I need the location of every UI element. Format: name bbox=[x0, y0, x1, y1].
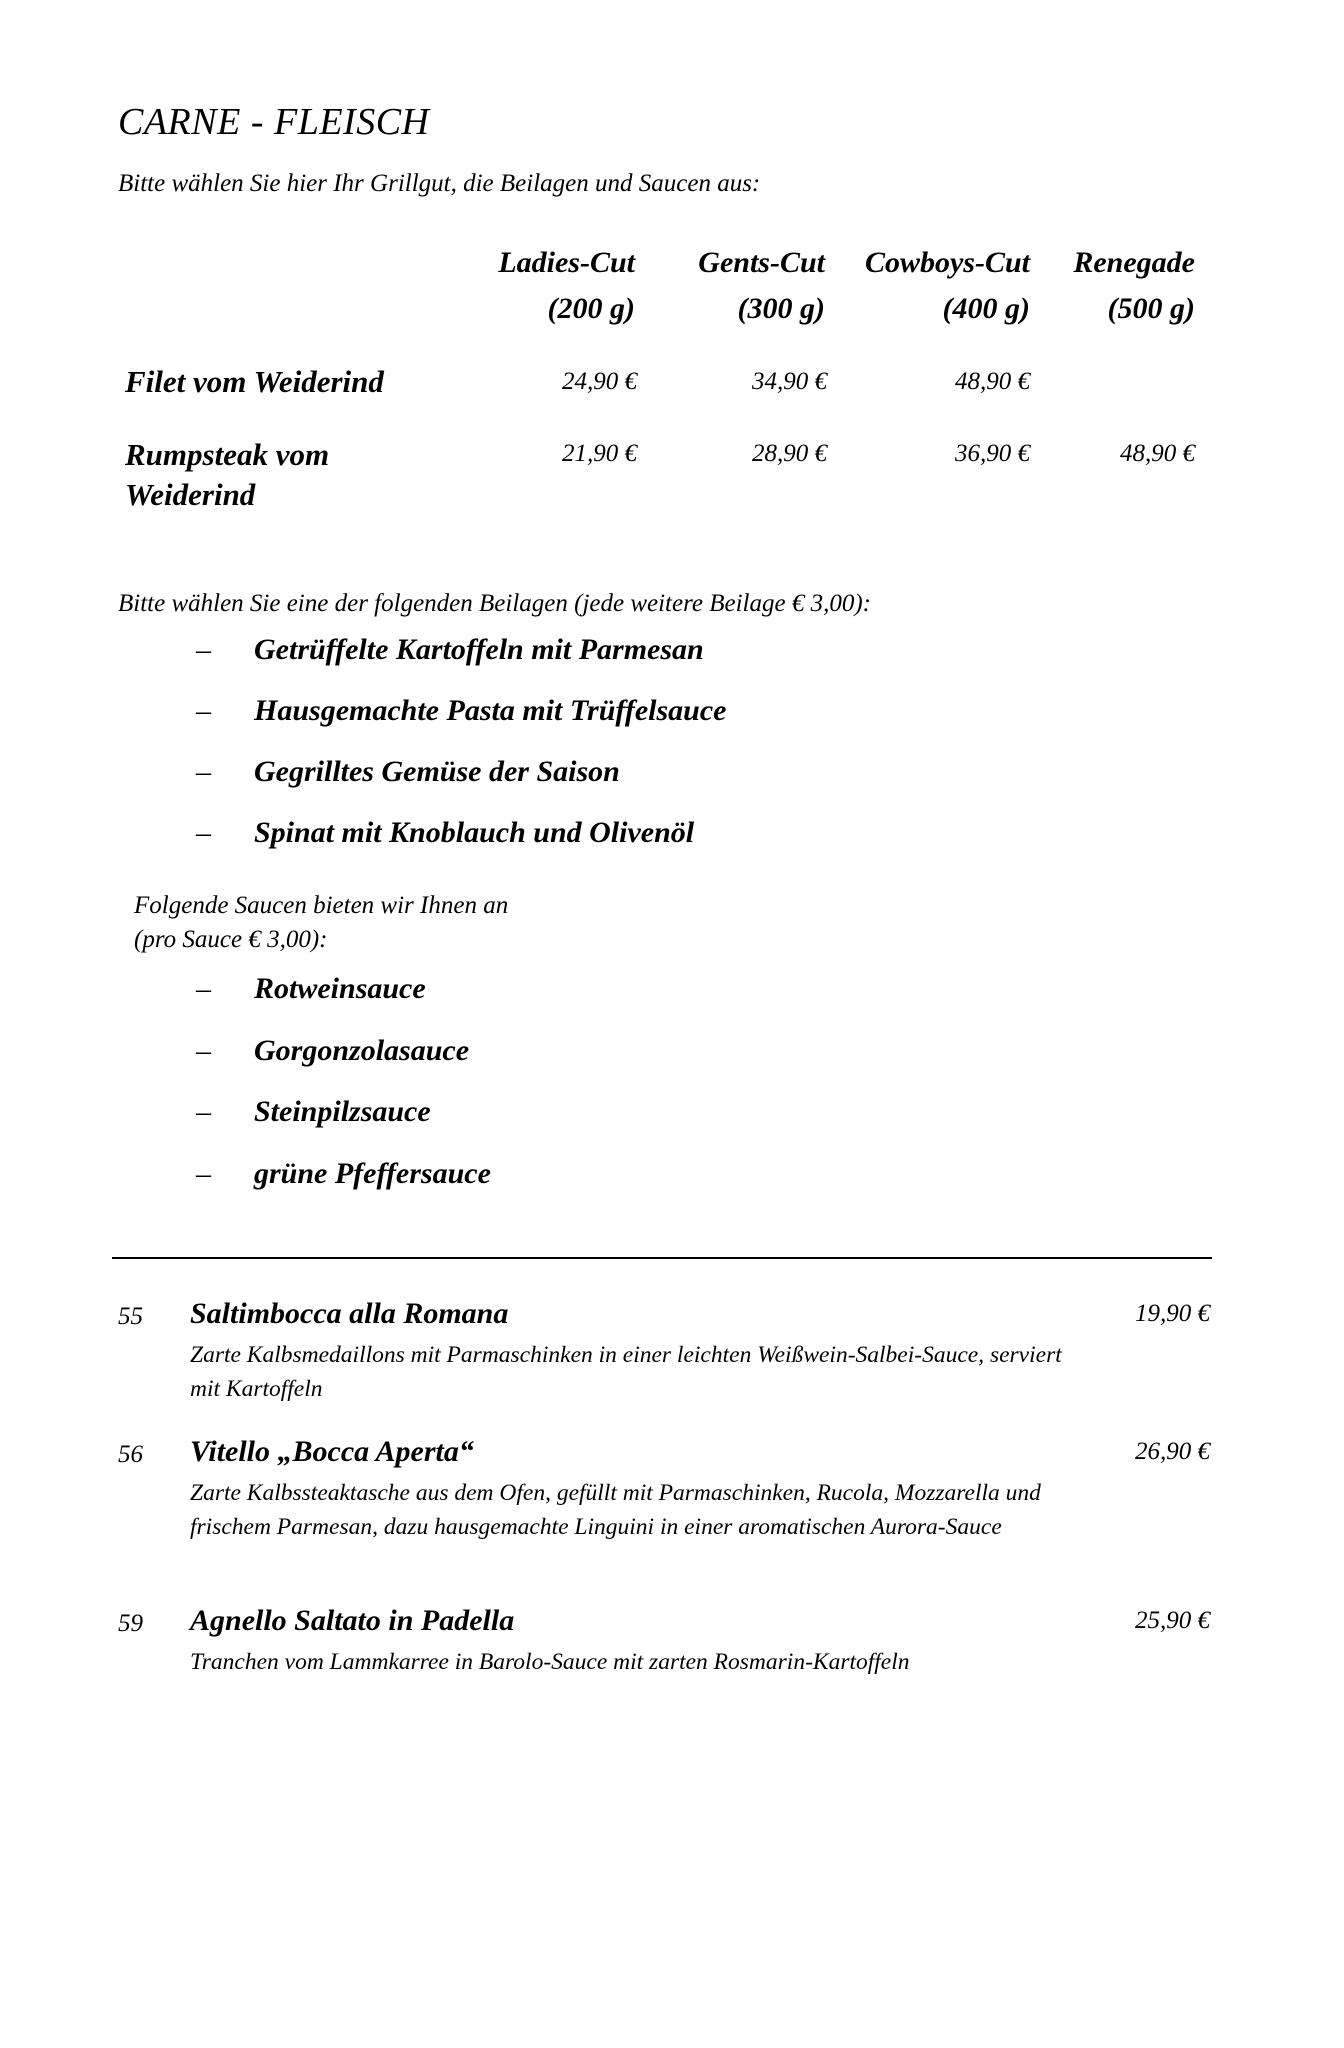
grill-intro: Bitte wählen Sie hier Ihr Grillgut, die Beilagen und Saucen aus: bbox=[118, 170, 761, 197]
sauces-intro-line1: Folgende Saucen bieten wir Ihnen an bbox=[134, 892, 509, 919]
dish-name: Saltimbocca alla Romana bbox=[190, 1297, 509, 1330]
section-divider bbox=[112, 1257, 1212, 1259]
price-rumpsteak-gents: 28,90 € bbox=[752, 440, 827, 467]
page-title: CARNE - FLEISCH bbox=[118, 101, 430, 143]
dash: – bbox=[196, 633, 211, 666]
row-label-line: Filet vom Weiderind bbox=[125, 364, 384, 399]
dish-name: Agnello Saltato in Padella bbox=[190, 1604, 515, 1637]
sauce-item bbox=[196, 1034, 469, 1068]
row-label-line: Rumpsteak vom bbox=[125, 437, 330, 472]
dish-description: Zarte Kalbsmedaillons mit Parmaschinken in einer leichten Weißwein-Salbei-Sauce, serviert mit Kartoffeln bbox=[190, 1342, 1062, 1402]
dash: – bbox=[196, 816, 211, 849]
sauce-item bbox=[196, 1095, 431, 1129]
dish-number: 56 bbox=[118, 1441, 143, 1468]
sauce-item-label: Rotweinsauce bbox=[254, 972, 426, 1005]
side-item-label: Hausgemachte Pasta mit Trüffelsauce bbox=[254, 694, 727, 727]
sauce-item bbox=[196, 1157, 491, 1191]
dash: – bbox=[196, 1157, 211, 1190]
price-filet-cowboys: 48,90 € bbox=[955, 368, 1030, 395]
row-label-line: Weiderind bbox=[125, 477, 256, 512]
dish-price: 19,90 € bbox=[1135, 1300, 1210, 1327]
price-filet-gents: 34,90 € bbox=[752, 368, 827, 395]
column-name: Gents-Cut bbox=[698, 246, 825, 279]
row-label-rumpsteak bbox=[125, 435, 329, 515]
price-rumpsteak-renegade: 48,90 € bbox=[1120, 440, 1195, 467]
dash: – bbox=[196, 694, 211, 727]
side-item bbox=[196, 755, 620, 789]
side-item-label: Gegrilltes Gemüse der Saison bbox=[254, 755, 620, 788]
dish-number: 59 bbox=[118, 1610, 143, 1637]
column-weight: (200 g) bbox=[547, 292, 635, 325]
dash: – bbox=[196, 1034, 211, 1067]
sauces-intro-line2: (pro Sauce € 3,00): bbox=[134, 926, 328, 953]
sauce-item-label: Gorgonzolasauce bbox=[254, 1034, 470, 1067]
column-weight: (400 g) bbox=[942, 292, 1030, 325]
dish-name: Vitello „Bocca Aperta“ bbox=[190, 1435, 474, 1468]
dish-description: Tranchen vom Lammkarree in Barolo-Sauce mit zarten Rosmarin-Kartoffeln bbox=[190, 1649, 910, 1675]
sauce-item bbox=[196, 972, 426, 1006]
column-name: Renegade bbox=[1073, 246, 1195, 279]
column-header-gents-cut bbox=[635, 240, 825, 332]
dish-price: 26,90 € bbox=[1135, 1438, 1210, 1465]
column-weight: (300 g) bbox=[737, 292, 825, 325]
column-header-renegade bbox=[1030, 240, 1195, 332]
sauce-item-label: Steinpilzsauce bbox=[254, 1095, 431, 1128]
column-weight: (500 g) bbox=[1107, 292, 1195, 325]
column-name: Cowboys-Cut bbox=[864, 246, 1030, 279]
side-item-label: Spinat mit Knoblauch und Olivenöl bbox=[254, 816, 695, 849]
column-header-cowboys-cut bbox=[825, 240, 1030, 332]
side-item bbox=[196, 633, 704, 667]
dash: – bbox=[196, 972, 211, 1005]
price-rumpsteak-ladies: 21,90 € bbox=[562, 440, 637, 467]
sides-intro: Bitte wählen Sie eine der folgenden Beilagen (jede weitere Beilage € 3,00): bbox=[118, 590, 871, 617]
dish-description: Zarte Kalbssteaktasche aus dem Ofen, gefüllt mit Parmaschinken, Rucola, Mozzarella und frischem Parmesan, dazu hausgemachte Linguini in einer aromatischen Aurora-Sauce bbox=[190, 1480, 1041, 1540]
side-item-label: Getrüffelte Kartoffeln mit Parmesan bbox=[254, 633, 704, 666]
price-filet-ladies: 24,90 € bbox=[562, 368, 637, 395]
dish-number: 55 bbox=[118, 1303, 143, 1330]
column-header-ladies-cut bbox=[445, 240, 635, 332]
row-label-filet bbox=[125, 362, 384, 402]
dash: – bbox=[196, 755, 211, 788]
dish-price: 25,90 € bbox=[1135, 1607, 1210, 1634]
column-name: Ladies-Cut bbox=[498, 246, 635, 279]
side-item bbox=[196, 816, 694, 850]
dash: – bbox=[196, 1095, 211, 1128]
price-rumpsteak-cowboys: 36,90 € bbox=[955, 440, 1030, 467]
side-item bbox=[196, 694, 727, 728]
sauce-item-label: grüne Pfeffersauce bbox=[254, 1157, 491, 1190]
